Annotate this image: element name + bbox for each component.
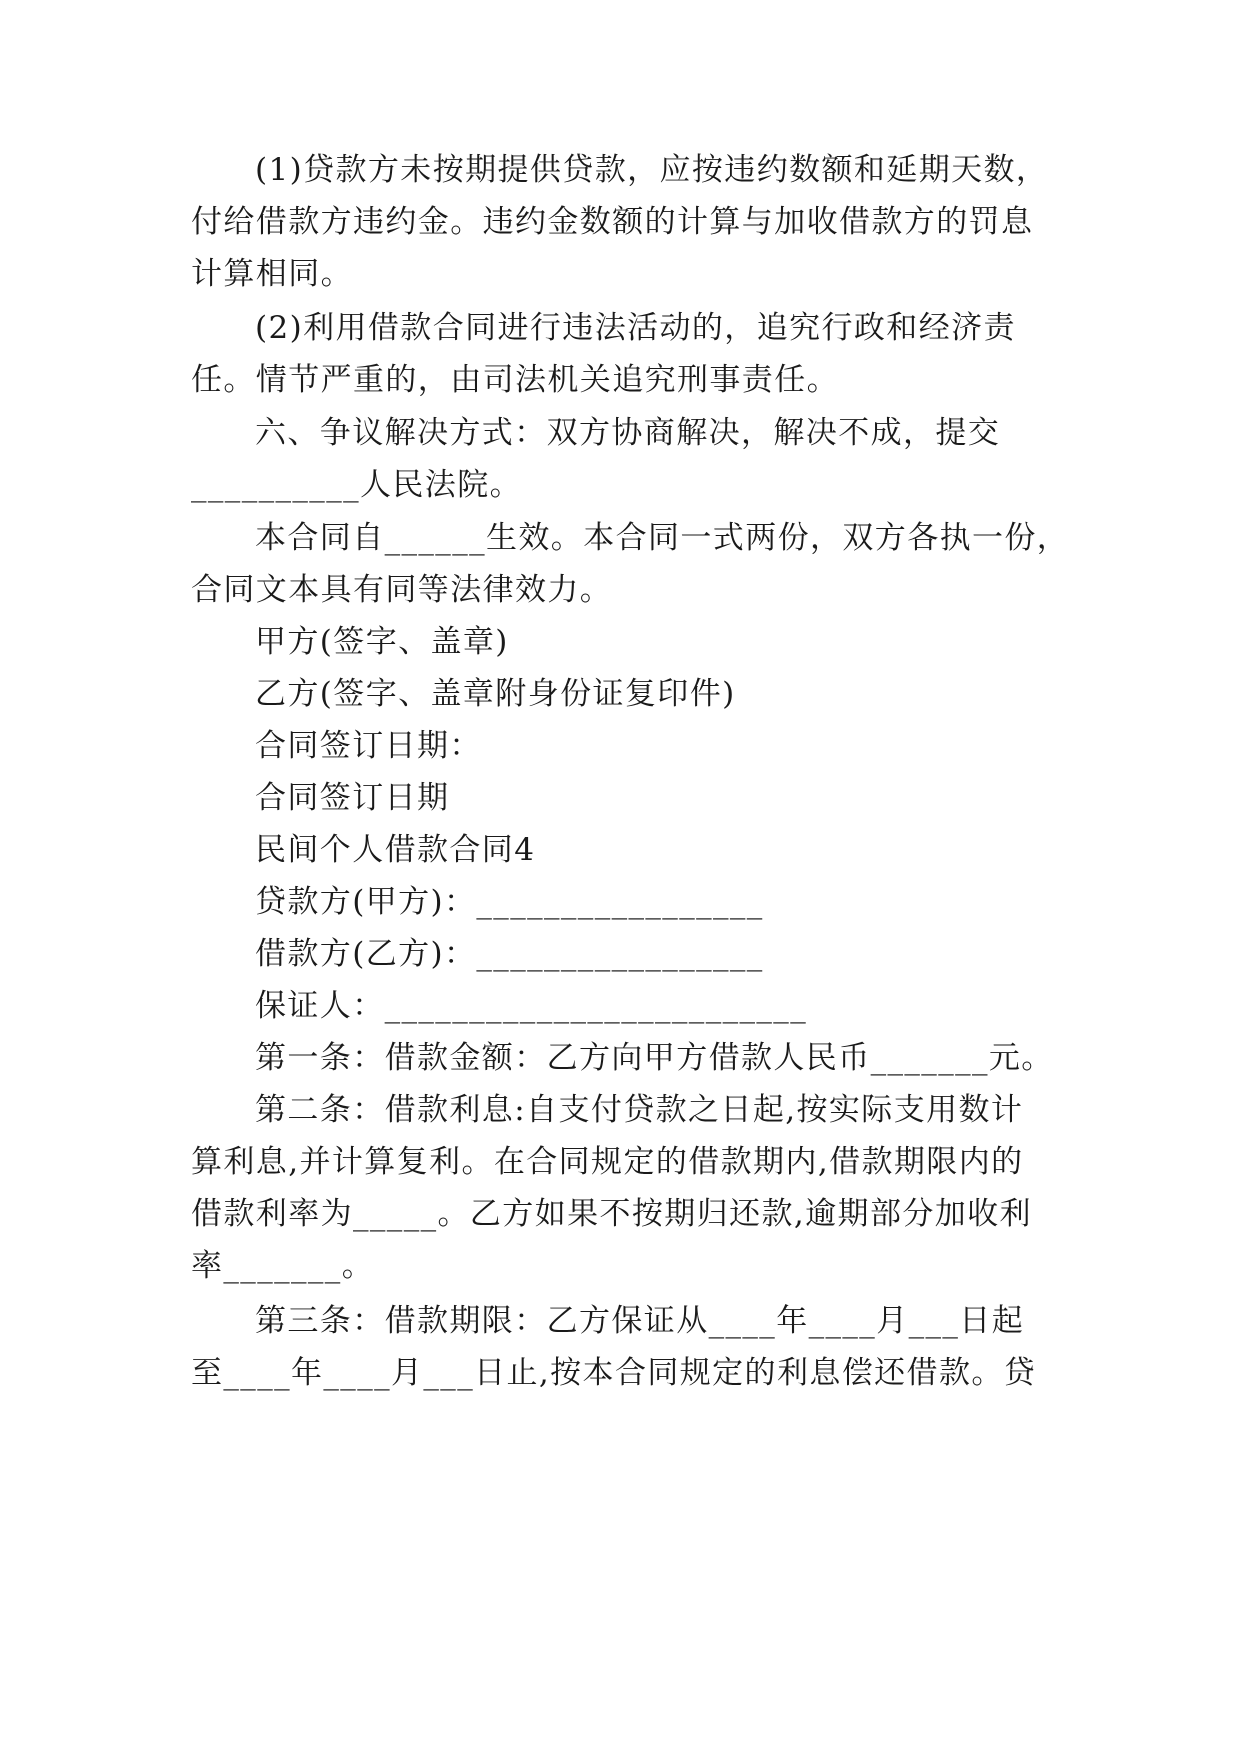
signature-line-party-a: 甲方(签字、盖章) [255, 624, 509, 660]
signature-line-party-b: 乙方(签字、盖章附身份证复印件) [255, 676, 736, 712]
signing-date-label: 合同签订日期： [255, 728, 482, 764]
paragraph-line: 任。情节严重的，由司法机关追究刑事责任。 [191, 362, 839, 398]
article-3-line: 第三条：借款期限：乙方保证从____年____月___日起 [255, 1303, 1025, 1339]
paragraph-line: 合同文本具有同等法律效力。 [191, 572, 613, 608]
borrower-field: 借款方(乙方)：_________________ [255, 936, 764, 972]
paragraph-line: 六、争议解决方式：双方协商解决，解决不成，提交 [255, 415, 1001, 451]
paragraph-line: 计算相同。 [191, 256, 353, 292]
paragraph-line: (2)利用借款合同进行违法活动的，追究行政和经济责 [255, 310, 1016, 346]
paragraph-line: __________人民法院。 [191, 467, 522, 503]
article-2-line: 第二条：借款利息:自支付贷款之日起,按实际支用数计 [255, 1092, 1024, 1128]
article-3-line: 至____年____月___日止,按本合同规定的利息偿还借款。贷 [191, 1355, 1037, 1391]
guarantor-field: 保证人：_________________________ [255, 988, 808, 1024]
paragraph-line: 本合同自______生效。本合同一式两份，双方各执一份， [255, 520, 1070, 556]
article-1-line: 第一条：借款金额：乙方向甲方借款人民币_______元。 [255, 1040, 1054, 1076]
paragraph-line: (1)贷款方未按期提供贷款，应按违约数额和延期天数， [255, 152, 1049, 188]
contract-title: 民间个人借款合同4 [255, 832, 536, 868]
article-2-line: 率_______。 [191, 1248, 375, 1284]
signing-date-label: 合同签订日期 [255, 780, 450, 816]
article-2-line: 算利息,并计算复利。在合同规定的借款期内,借款期限内的 [191, 1144, 1024, 1180]
article-2-line: 借款利率为_____。乙方如果不按期归还款,逾期部分加收利 [191, 1196, 1032, 1232]
lender-field: 贷款方(甲方)：_________________ [255, 884, 764, 920]
paragraph-line: 付给借款方违约金。违约金数额的计算与加收借款方的罚息 [191, 204, 1034, 240]
